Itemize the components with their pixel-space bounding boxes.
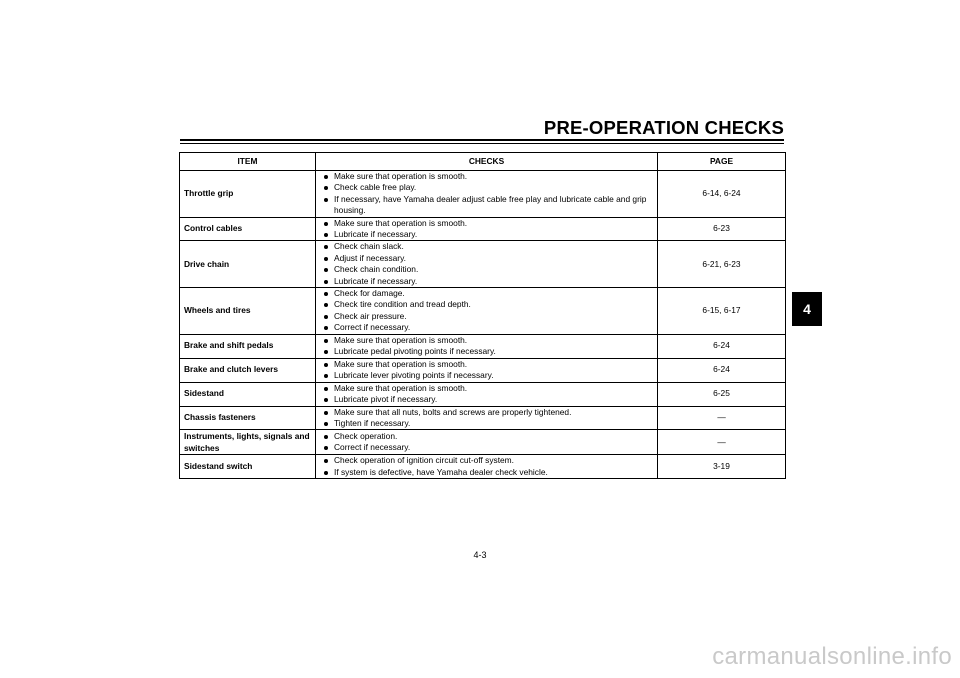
watermark: carmanualsonline.info — [712, 643, 952, 670]
item-cell: Drive chain — [180, 241, 316, 288]
table-row — [180, 217, 786, 241]
page-ref-cell: 6-15, 6-17 — [658, 288, 786, 335]
check-item: Lubricate lever pivoting points if necessary. — [320, 370, 653, 381]
check-item: Check air pressure. — [320, 311, 653, 322]
check-item: Make sure that operation is smooth. — [320, 383, 653, 394]
checks-list — [320, 431, 653, 454]
page-ref-cell: 6-24 — [658, 358, 786, 382]
page-ref-cell: 3-19 — [658, 455, 786, 479]
page-ref-cell: — — [658, 406, 786, 430]
checks-cell — [316, 217, 658, 241]
page-number: 4-3 — [473, 550, 487, 560]
checks-cell — [316, 288, 658, 335]
item-cell: Throttle grip — [180, 171, 316, 218]
page-ref-cell: 6-21, 6-23 — [658, 241, 786, 288]
table-row — [180, 334, 786, 358]
check-item: Check chain condition. — [320, 264, 653, 275]
checks-cell — [316, 171, 658, 218]
page-title: PRE-OPERATION CHECKS — [543, 117, 784, 138]
check-item: Make sure that operation is smooth. — [320, 335, 653, 346]
checks-list — [320, 171, 653, 217]
checks-list — [320, 359, 653, 382]
check-item: Adjust if necessary. — [320, 253, 653, 264]
check-item: Check tire condition and tread depth. — [320, 299, 653, 310]
page-ref-cell: — — [658, 430, 786, 455]
checks-cell — [316, 334, 658, 358]
item-cell: Chassis fasteners — [180, 406, 316, 430]
title-rule-thin — [180, 143, 784, 144]
item-cell: Wheels and tires — [180, 288, 316, 335]
table-row — [180, 171, 786, 218]
check-item: If system is defective, have Yamaha dealer check vehicle. — [320, 467, 653, 478]
table-row — [180, 382, 786, 406]
check-item: Check operation. — [320, 431, 653, 442]
check-item: Check cable free play. — [320, 182, 653, 193]
check-item: Make sure that operation is smooth. — [320, 359, 653, 370]
column-header-item: ITEM — [180, 153, 316, 171]
item-cell: Sidestand — [180, 382, 316, 406]
checks-cell — [316, 406, 658, 430]
checks-list — [320, 241, 653, 287]
checks-cell — [316, 430, 658, 455]
check-item: Check chain slack. — [320, 241, 653, 252]
table-row — [180, 406, 786, 430]
table-row — [180, 288, 786, 335]
check-item: Lubricate pivot if necessary. — [320, 394, 653, 405]
checks-list — [320, 455, 653, 478]
check-item: Lubricate pedal pivoting points if necessary. — [320, 346, 653, 357]
check-item: Make sure that operation is smooth. — [320, 171, 653, 182]
checks-list — [320, 218, 653, 241]
check-item: Tighten if necessary. — [320, 418, 653, 429]
column-header-checks: CHECKS — [316, 153, 658, 171]
checks-list — [320, 407, 653, 430]
checks-list — [320, 383, 653, 406]
item-cell: Instruments, lights, signals and switches — [180, 430, 316, 455]
item-cell: Brake and shift pedals — [180, 334, 316, 358]
page-ref-cell: 6-14, 6-24 — [658, 171, 786, 218]
checks-cell — [316, 455, 658, 479]
page-ref-cell: 6-23 — [658, 217, 786, 241]
check-item: Lubricate if necessary. — [320, 276, 653, 287]
item-cell: Control cables — [180, 217, 316, 241]
table-row — [180, 455, 786, 479]
item-cell: Sidestand switch — [180, 455, 316, 479]
page-ref-cell: 6-24 — [658, 334, 786, 358]
table-row — [180, 241, 786, 288]
check-item: Check for damage. — [320, 288, 653, 299]
chapter-tab: 4 — [792, 292, 822, 326]
table-row — [180, 430, 786, 455]
table-header-row — [180, 153, 786, 171]
check-item: Check operation of ignition circuit cut-off system. — [320, 455, 653, 466]
check-item: Correct if necessary. — [320, 442, 653, 453]
checks-cell — [316, 382, 658, 406]
checks-cell — [316, 241, 658, 288]
checks-list — [320, 288, 653, 334]
table-body — [180, 171, 786, 479]
title-rule — [180, 139, 784, 141]
item-cell: Brake and clutch levers — [180, 358, 316, 382]
check-item: Correct if necessary. — [320, 322, 653, 333]
checks-list — [320, 335, 653, 358]
check-item: Make sure that operation is smooth. — [320, 218, 653, 229]
pre-operation-checks-table — [179, 152, 786, 479]
table-row — [180, 358, 786, 382]
check-item: If necessary, have Yamaha dealer adjust cable free play and lubricate cable and grip housing. — [320, 194, 653, 217]
column-header-page: PAGE — [658, 153, 786, 171]
page-ref-cell: 6-25 — [658, 382, 786, 406]
checks-cell — [316, 358, 658, 382]
check-item: Make sure that all nuts, bolts and screws are properly tightened. — [320, 407, 653, 418]
check-item: Lubricate if necessary. — [320, 229, 653, 240]
